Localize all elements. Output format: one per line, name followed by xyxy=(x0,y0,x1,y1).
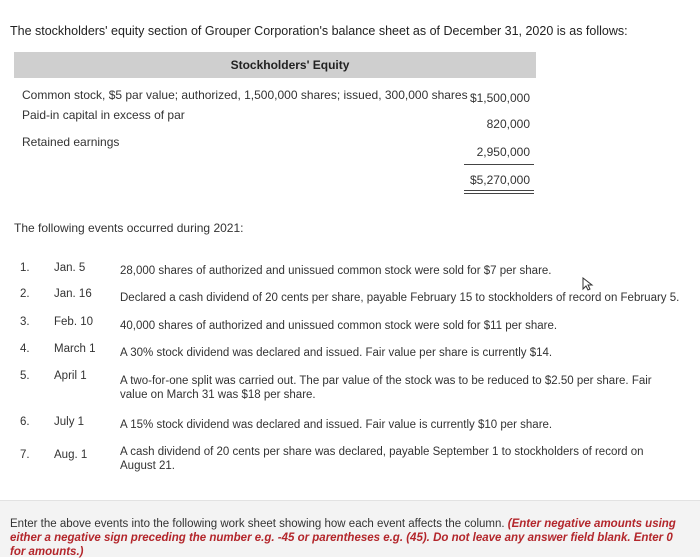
retained-earnings-amount: 2,950,000 xyxy=(476,145,530,159)
event-number: 5. xyxy=(20,370,30,382)
event-description: 40,000 shares of authorized and unissued common stock were sold for $11 per share. xyxy=(120,320,558,332)
event-date: Jan. 5 xyxy=(54,262,86,274)
common-stock-label: Common stock, $5 par value; authorized, 1,500,000 shares; issued, 300,000 shares xyxy=(22,88,468,102)
event-number: 6. xyxy=(20,416,30,428)
subtotal-rule xyxy=(464,164,534,165)
event-description: A two-for-one split was carried out. The par value of the stock was to be reduced to $2.50 per share. Fair value on March 31 was $18 per share. xyxy=(120,375,652,401)
stockholders-equity-title: Stockholders' Equity xyxy=(230,58,350,72)
stockholders-equity-header xyxy=(14,52,536,78)
event-number: 7. xyxy=(20,449,30,461)
instructions-emphasis: (Enter negative amounts using either a negative sign preceding the number e.g. -45 or parentheses e.g. (45). Do not leave any answer field blank. Enter 0 for amounts.) xyxy=(10,518,676,558)
total-double-rule-top xyxy=(464,190,534,191)
event-description: Declared a cash dividend of 20 cents per share, payable February 15 to stockholders of record on February 5. xyxy=(120,292,680,304)
event-date: April 1 xyxy=(54,370,87,382)
event-date: Aug. 1 xyxy=(54,449,88,461)
event-number: 4. xyxy=(20,343,30,355)
instructions-plain: Enter the above events into the following work sheet showing how each event affects the column. xyxy=(10,518,508,530)
event-description: A 30% stock dividend was declared and issued. Fair value per share is currently $14. xyxy=(120,347,553,359)
mouse-pointer-icon xyxy=(581,277,595,291)
event-description: A 15% stock dividend was declared and issued. Fair value is currently $10 per share. xyxy=(120,419,553,431)
event-number: 3. xyxy=(20,316,30,328)
intro-text: The stockholders' equity section of Grouper Corporation's balance sheet as of December 31, 2020 is as follows: xyxy=(10,24,628,38)
paid-in-capital-label: Paid-in capital in excess of par xyxy=(22,108,185,122)
event-description: 28,000 shares of authorized and unissued common stock were sold for $7 per share. xyxy=(120,265,552,277)
common-stock-amount: $1,500,000 xyxy=(469,91,530,105)
event-date: March 1 xyxy=(54,343,96,355)
instructions-panel xyxy=(0,500,700,557)
retained-earnings-label: Retained earnings xyxy=(22,135,120,149)
event-date: July 1 xyxy=(54,416,85,428)
event-description: A cash dividend of 20 cents per share was declared, payable September 1 to stockholders of record on August 21. xyxy=(120,446,644,472)
instructions-text xyxy=(10,517,690,559)
event-date: Feb. 10 xyxy=(54,316,93,328)
paid-in-capital-amount: 820,000 xyxy=(486,117,530,131)
event-number: 1. xyxy=(20,262,30,274)
total-equity-amount: $5,270,000 xyxy=(469,173,530,187)
event-number: 2. xyxy=(20,288,30,300)
events-heading: The following events occurred during 2021: xyxy=(14,221,244,235)
event-date: Jan. 16 xyxy=(54,288,92,300)
total-double-rule-bottom xyxy=(464,193,534,194)
